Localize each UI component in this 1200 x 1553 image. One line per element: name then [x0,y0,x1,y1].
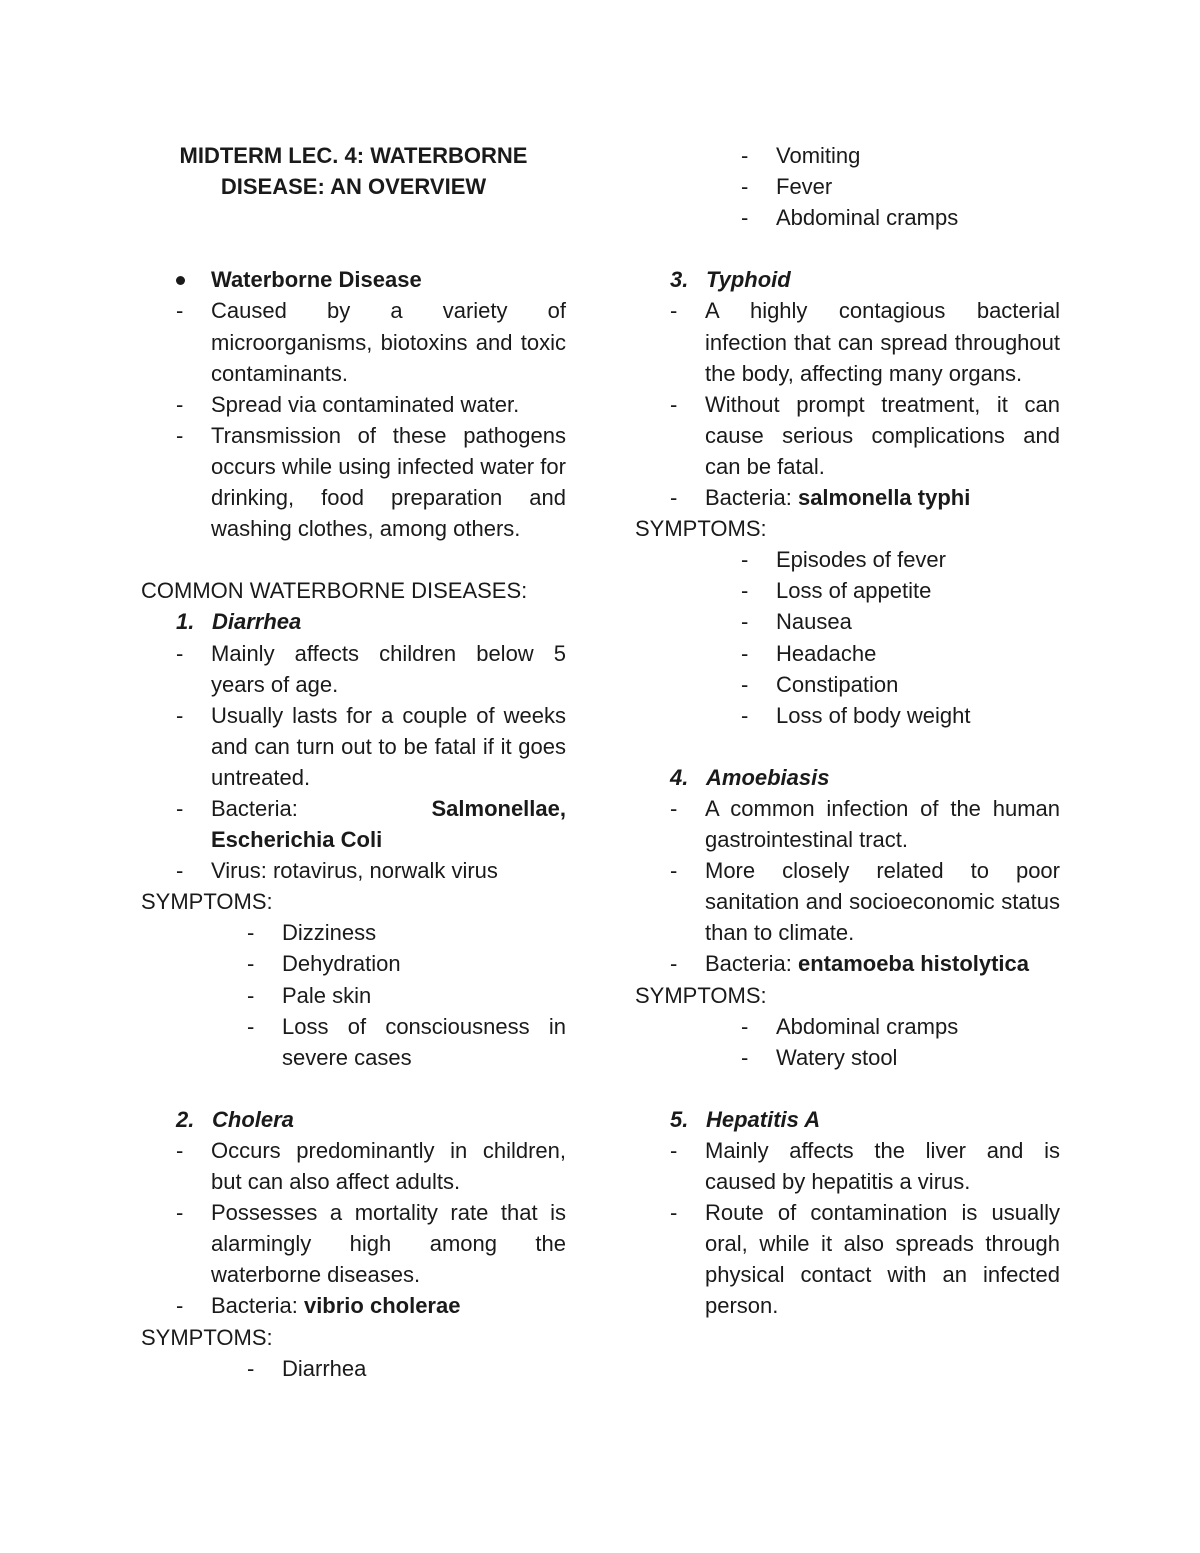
disease-heading-amoebiasis: 4. Amoebiasis [670,764,830,790]
list-item: - Occurs predominantly in children, but can also affect adults. [176,1138,566,1195]
list-item: - Transmission of these pathogens occurs while using infected water for drinking, food preparation and washing clothes, among others. [176,422,566,542]
bullet-dot-icon [141,264,211,295]
symptom-item: - Abdominal cramps [741,205,959,231]
bacteria-name: salmonella typhi [797,485,971,511]
symptom-item: - Loss of body weight [741,702,971,728]
bacteria-name: vibrio cholerae [303,1293,461,1319]
symptoms-label: SYMPTOMS: [635,516,767,542]
bacteria-line: - Bacteria: entamoeba histolytica [670,951,1030,977]
symptoms-label: SYMPTOMS: [141,889,273,915]
symptom-item: - Loss of appetite [741,578,932,604]
symptom-item: - Episodes of fever [741,547,946,573]
list-item: - Without prompt treatment, it can cause serious complications and can be fatal. [670,391,1060,479]
symptom-item: - Nausea [741,609,852,635]
list-item: - A highly contagious bacterial infection that can spread throughout the body, affecting many organs. [670,298,1060,386]
bacteria-line: - Bacteria: vibrio cholerae [176,1293,461,1319]
disease-heading-hepatitis-a: 5. Hepatitis A [670,1106,821,1132]
title-line-1: MIDTERM LEC. 4: WATERBORNE [179,143,528,168]
symptom-item: - Constipation [741,671,899,697]
common-diseases-heading: COMMON WATERBORNE DISEASES: [141,578,528,604]
symptom-item: - Fever [741,174,833,200]
symptoms-label: SYMPTOMS: [635,982,767,1008]
bacteria-line: - Bacteria: Salmonellae, Escherichia Coli [176,795,566,853]
disease-heading-typhoid: 3. Typhoid [670,267,791,293]
virus-line: - Virus: rotavirus, norwalk virus [176,858,498,884]
symptom-item: - Diarrhea [247,1355,367,1381]
left-column [141,140,566,1384]
disease-heading-diarrhea: 1. Diarrhea [176,609,302,635]
symptom-item: - Headache [741,640,877,666]
symptom-item: - Vomiting [741,143,861,168]
symptom-item: - Watery stool [741,1044,898,1070]
list-item: - A common infection of the human gastrointestinal tract. [670,795,1060,853]
symptoms-label: SYMPTOMS: [141,1324,273,1350]
list-item: - Mainly affects children below 5 years of age. [176,640,566,697]
title-line-2: DISEASE: AN OVERVIEW [220,174,487,200]
disease-heading-cholera: 2. Cholera [176,1106,294,1132]
list-item: - Possesses a mortality rate that is alarmingly high among the waterborne diseases. [176,1200,566,1288]
bacteria-line: - Bacteria: salmonella typhi [670,485,971,511]
list-item: - Mainly affects the liver and is caused by hepatitis a virus. [670,1138,1060,1195]
list-item: - Spread via contaminated water. [176,391,520,417]
list-item: - Route of contamination is usually oral, while it also spreads through physical contact with an infected person. [670,1200,1060,1319]
list-item: - More closely related to poor sanitation and socioeconomic status than to climate. [670,858,1060,946]
list-item: - Caused by a variety of microorganisms, biotoxins and toxic contaminants. [176,298,566,386]
symptom-item: - Loss of consciousness in severe cases [247,1013,566,1070]
bacteria-name: Salmonellae, Escherichia Coli [211,795,566,853]
page-title [141,140,566,202]
symptom-item: - Abdominal cramps [741,1013,959,1039]
list-item: - Usually lasts for a couple of weeks and can turn out to be fatal if it goes untreated. [176,702,566,790]
symptom-item: - Dizziness [247,920,377,946]
right-column [635,140,1060,1322]
symptom-item: - Pale skin [247,982,372,1008]
symptom-item: - Dehydration [247,951,401,977]
bacteria-name: entamoeba histolytica [797,951,1030,977]
intro-heading: Waterborne Disease [141,264,566,295]
